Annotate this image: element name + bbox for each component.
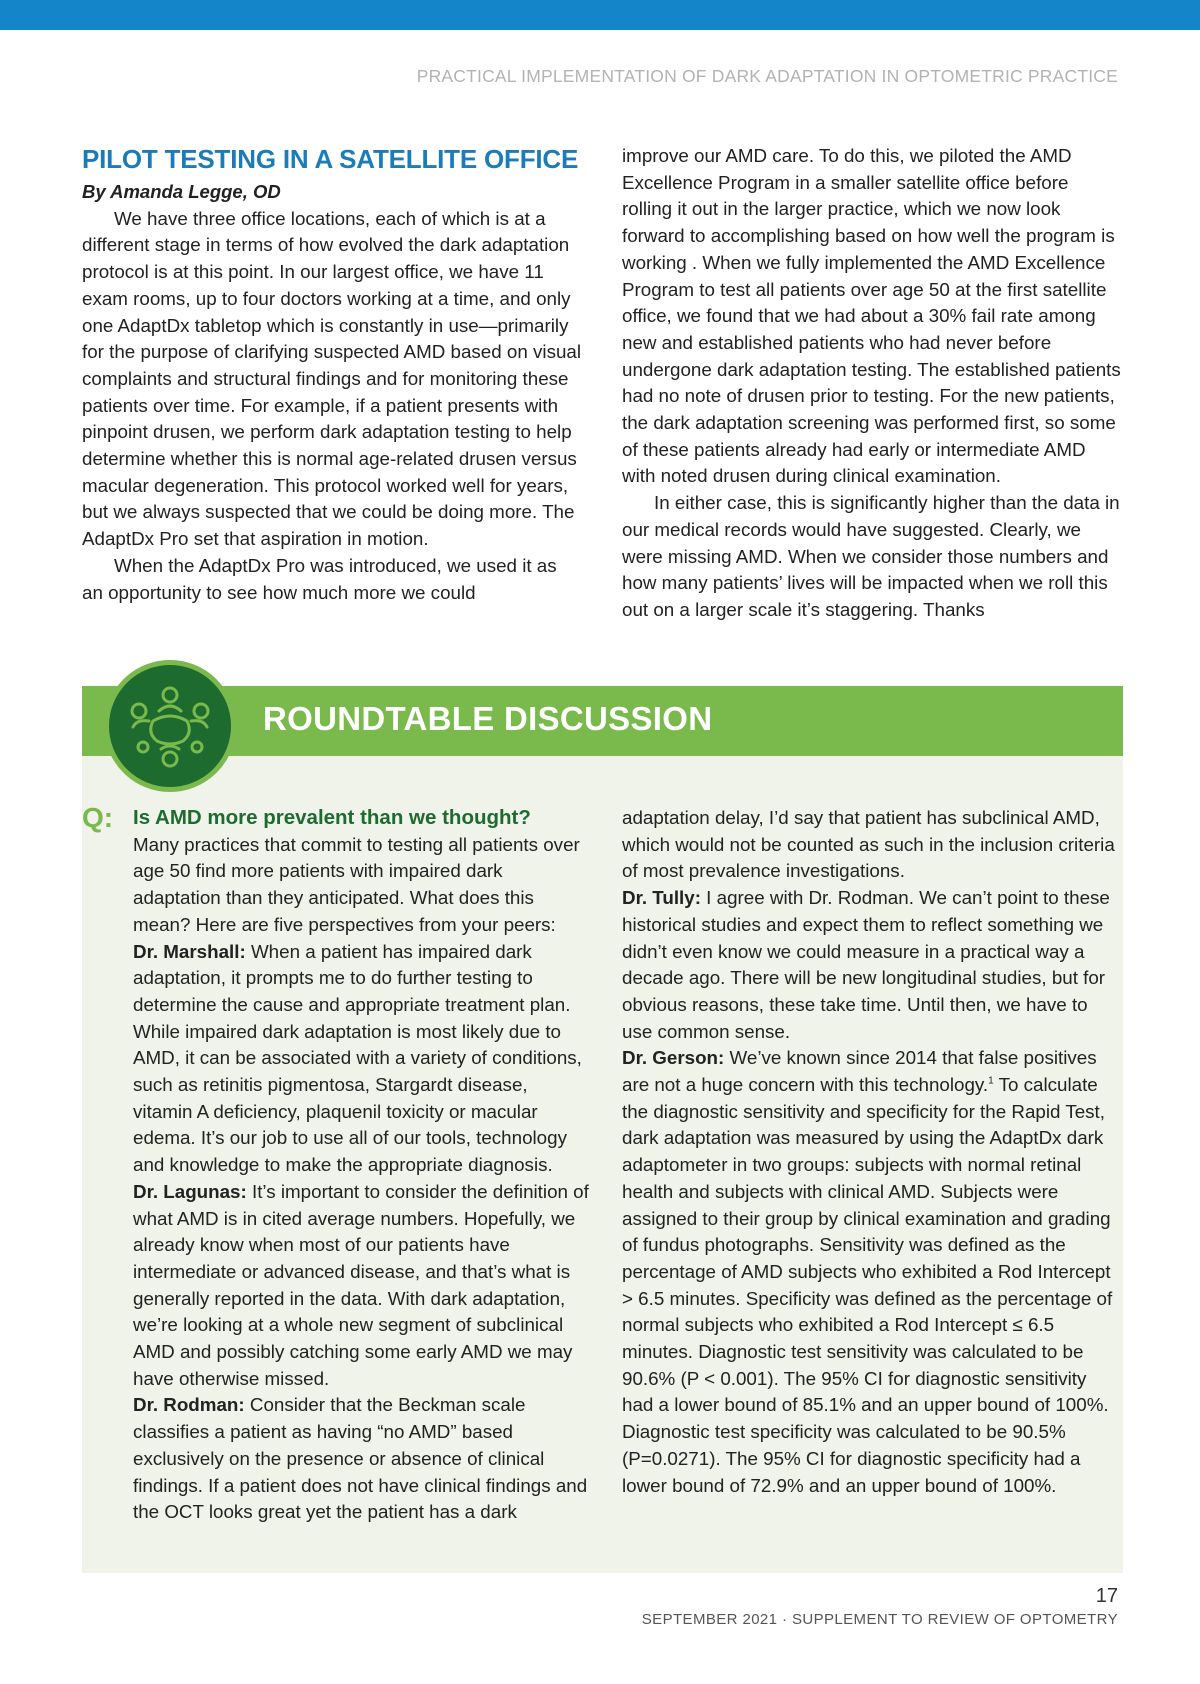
reference-marker: 1 [988,1075,994,1087]
response-rodman [133,1392,592,1526]
section-heading: PILOT TESTING IN A SATELLITE OFFICE [82,144,579,174]
response-gerson [622,1045,1122,1499]
top-color-bar [0,0,1200,30]
article-left-column [82,143,582,606]
response-lagunas [133,1179,592,1393]
speaker-name: Dr. Lagunas: [133,1180,247,1202]
article-right-column [622,143,1122,624]
response-tully [622,885,1122,1045]
question-marker: Q: [82,802,114,833]
byline: By Amanda Legge, OD [82,181,281,202]
article-paragraph: improve our AMD care. To do this, we piloted the AMD Excellence Program in a smaller satellite office before rolling it out in the larger practice, which we now look forward to accomplishing based on how well the program is working . When we fully implemented the AMD Excellence Program to test all patients over age 50 at the first satellite office, we found that we had about a 30% fail rate among new and established patients who had never before undergone dark adaptation testing. The established patients had no note of drusen prior to testing. For the new patients, the dark adaptation screening was performed first, so some of these patients already had early or intermediate AMD with noted drusen during clinical examination. [622,145,1121,487]
speaker-name: Dr. Rodman: [133,1394,245,1416]
roundtable-badge [104,660,236,792]
response-text: It’s important to consider the definition of what AMD is in cited average numbers. Hopefully, we already know when most of our patients have intermediate or advanced disease, and that’s what is generally reported in the data. With dark adaptation, we’re looking at a whole new segment of subclinical AMD and possibly catching some early AMD we may have otherwise missed. [133,1180,589,1389]
article-paragraph: In either case, this is significantly higher than the data in our medical records would have suggested. Clearly, we were missing AMD. When we consider those numbers and how many patients’ lives will be impacted when we roll this out on a larger scale it’s staggering. Thanks [622,492,1120,620]
roundtable-left-column [82,802,592,1526]
speaker-name: Dr. Gerson: [622,1047,725,1069]
publication-footer: SEPTEMBER 2021 · SUPPLEMENT TO REVIEW OF OPTOMETRY [641,1611,1118,1628]
response-text: We’ve known since 2014 that false positives are not a huge concern with this technology. [622,1047,1097,1096]
question-heading: Is AMD more prevalent than we thought? [133,806,531,829]
speaker-name: Dr. Tully: [622,887,701,909]
response-text: I agree with Dr. Rodman. We can’t point to these historical studies and expect them to reflect something we didn’t even know we could measure in a practical way a decade ago. There will be new longitudinal studies, but for obvious reasons, these take time. Until then, we have to use common sense. [622,887,1110,1042]
response-marshall [133,939,592,1179]
running-head: PRACTICAL IMPLEMENTATION OF DARK ADAPTATION IN OPTOMETRIC PRACTICE [416,66,1118,86]
roundtable-people-icon [125,681,215,771]
response-rodman-continued: adaptation delay, I’d say that patient has subclinical AMD, which would not be counted as such in the inclusion criteria of most prevalence investigations. [622,807,1115,882]
page-number: 17 [1095,1585,1118,1607]
roundtable-right-column [622,805,1122,1499]
speaker-name: Dr. Marshall: [133,940,246,962]
roundtable-title: ROUNDTABLE DISCUSSION [263,700,713,737]
question-intro: Many practices that commit to testing all patients over age 50 find more patients with impaired dark adaptation than they anticipated. What does this mean? Here are five perspectives from your peers: [133,833,580,935]
response-text: When a patient has impaired dark adaptation, it prompts me to do further testing to determine the cause and appropriate treatment plan. While impaired dark adaptation is most likely due to AMD, it can be associated with a variety of conditions, such as retinitis pigmentosa, Stargardt disease, vitamin A deficiency, plaquenil toxicity or macular edema. It’s our job to use all of our tools, technology and knowledge to make the appropriate diagnosis. [133,940,582,1176]
article-paragraph: When the AdaptDx Pro was introduced, we used it as an opportunity to see how much more we could [82,554,557,603]
article-paragraph: We have three office locations, each of which is at a different stage in terms of how evolved the dark adaptation protocol is at this point. In our largest office, we have 11 exam rooms, up to four doctors working at a time, and only one AdaptDx tabletop which is constantly in use—primarily for the purpose of clarifying suspected AMD based on visual complaints and structural findings and for monitoring these patients over time. For example, if a patient presents with pinpoint drusen, we perform dark adaptation testing to help determine whether this is normal age-related drusen versus macular degeneration. This protocol worked well for years, but we always suspected that we could be doing more. The AdaptDx Pro set that aspiration in motion. [82,207,582,550]
response-text: Consider that the Beckman scale classifies a patient as having “no AMD” based exclusively on the presence or absence of clinical findings. If a patient does not have clinical findings and the OCT looks great yet the patient has a dark [133,1394,588,1523]
response-text: To calculate the diagnostic sensitivity and specificity for the Rapid Test, dark adaptation was measured by using the AdaptDx dark adaptometer in two groups: subjects with normal retinal health and subjects with clinical AMD. Subjects were assigned to their group by clinical examination and grading of fundus photographs. Sensitivity was defined as the percentage of AMD subjects who exhibited a Rod Intercept > 6.5 minutes. Specificity was defined as the percentage of normal subjects who exhibited a Rod Intercept ≤ 6.5 minutes. Diagnostic test sensitivity was calculated to be 90.6% (P < 0.001). The 95% CI for diagnostic sensitivity had a lower bound of 85.1% and an upper bound of 100%. Diagnostic test specificity was calculated to be 90.5% (P=0.0271). The 95% CI for diagnostic specificity had a lower bound of 72.9% and an upper bound of 100%. [622,1074,1113,1496]
